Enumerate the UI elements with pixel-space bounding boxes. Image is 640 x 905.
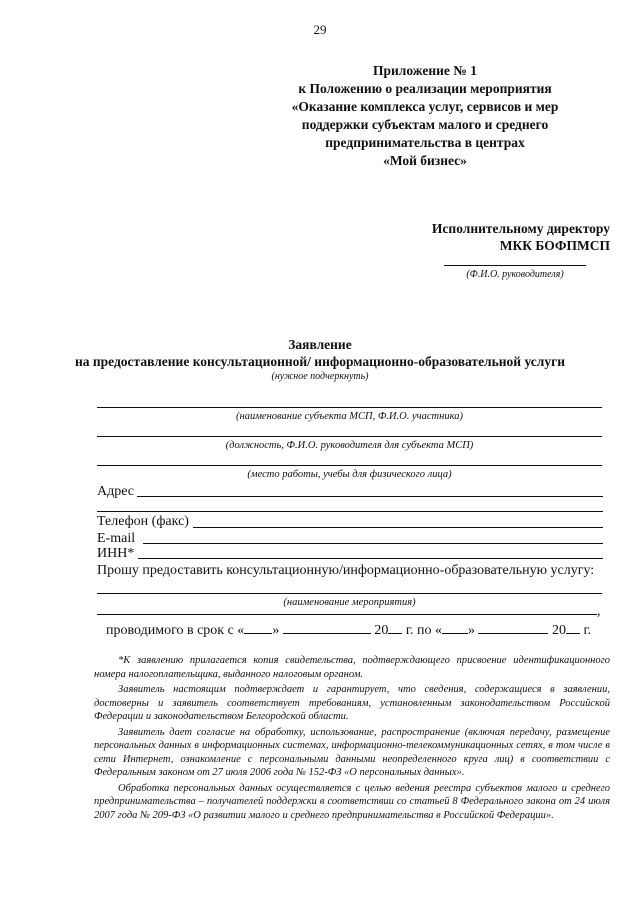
position-hint: (должность, Ф.И.О. руководителя для субъекта МСП) [225, 440, 474, 451]
event-name-field-line-2[interactable] [97, 614, 597, 615]
application-subtitle: на предоставление консультационной/ информационно-образовательной услуги [74, 354, 566, 369]
period-row [106, 620, 596, 639]
year-prefix-1: 20 [374, 623, 389, 638]
start-day-field[interactable] [244, 620, 272, 634]
appendix-line: поддержки субъектам малого и среднего [301, 117, 549, 132]
note-paragraph: Заявитель настоящим подтверждает и гарантирует, что сведения, содержащиеся в заявлении, достоверны и заявитель соответствует требованиям, установленным законодательством Российской Федерации и законодательством Белгородской области. [94, 684, 610, 722]
notes-block [94, 654, 610, 824]
addressee-line-2: МКК БОФПМСП [499, 238, 610, 253]
appendix-line: к Положению о реализации мероприятия [298, 81, 552, 96]
phone-field[interactable] [193, 527, 603, 528]
email-field[interactable] [143, 543, 603, 544]
event-name-hint: (наименование мероприятия) [283, 597, 416, 608]
appendix-line: «Оказание комплекса услуг, сервисов и мер [291, 99, 559, 114]
appendix-line: «Мой бизнес» [383, 153, 467, 168]
note-paragraph: *К заявлению прилагается копия свидетельства, подтверждающего присвоение идентификационного номера налогоплательщика, выданного налоговым органом. [94, 655, 610, 680]
inn-field[interactable] [138, 558, 603, 559]
workplace-hint: (место работы, учебы для физического лица) [247, 469, 452, 480]
period-middle: г. по « [405, 623, 442, 638]
event-comma: , [597, 604, 601, 619]
application-title-block [0, 336, 640, 383]
application-hint: (нужное подчеркнуть) [271, 371, 369, 382]
subject-name-hint: (наименование субъекта МСП, Ф.И.О. участника) [236, 411, 463, 422]
appendix-line: предпринимательства в центрах [325, 135, 525, 150]
period-prefix: проводимого в срок с « [106, 623, 245, 638]
end-month-field[interactable] [478, 620, 548, 634]
period-quote-close: » [272, 623, 280, 638]
appendix-header [270, 62, 580, 170]
address-field-line-2[interactable] [97, 511, 603, 512]
director-name-hint: (Ф.И.О. руководителя) [466, 269, 564, 280]
end-year-field[interactable] [566, 620, 580, 634]
workplace-field[interactable] [97, 465, 602, 466]
application-title: Заявление [288, 337, 352, 352]
page-number: 29 [313, 22, 327, 37]
phone-label: Телефон (факс) [97, 514, 189, 529]
end-day-field[interactable] [442, 620, 468, 634]
inn-label: ИНН* [97, 546, 135, 561]
appendix-line: Приложение № 1 [373, 63, 477, 78]
event-name-field[interactable] [97, 593, 602, 594]
addressee-block [432, 220, 610, 254]
address-label: Адрес [97, 484, 135, 499]
period-end: г. [583, 623, 592, 638]
subject-name-field[interactable] [97, 407, 602, 408]
note-paragraph: Заявитель дает согласие на обработку, использование, распространение (включая передачу, размещение персональных данных в информационных системах, информационно-телекоммуникационных сетях, в том числе в сети Интернет, ознакомление с персональными данными неопределенного круга лиц) в соответствии с Федеральным законом от 27 июля 2006 года № 152-ФЗ «О персональных данных». [94, 726, 610, 778]
start-month-field[interactable] [283, 620, 371, 634]
email-label: E-mail [97, 531, 136, 546]
address-field[interactable] [137, 496, 603, 497]
period-quote-close-2: » [467, 623, 475, 638]
note-paragraph: Обработка персональных данных осуществляется с целью ведения реестра субъектов малого и среднего предпринимательства – получателей поддержки в соответствии со статьей 8 Федерального закона от 24 июля 2007 года № 209-ФЗ «О развитии малого и среднего предпринимательства в Российской Федерации». [94, 782, 610, 821]
year-prefix-2: 20 [551, 623, 566, 638]
director-name-field[interactable] [444, 265, 586, 266]
position-field[interactable] [97, 436, 602, 437]
addressee-line-1: Исполнительному директору [431, 221, 610, 236]
start-year-field[interactable] [388, 620, 402, 634]
request-text: Прошу предоставить консультационную/информационно-образовательную услугу: [97, 563, 595, 578]
